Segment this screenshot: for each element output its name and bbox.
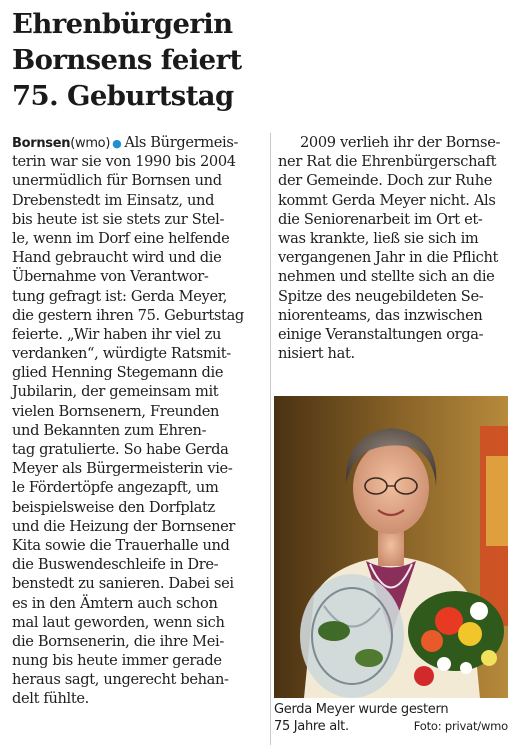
headline-line: Bornsens feiert (12, 44, 242, 76)
article-line: vergangenen Jahr in die Pflicht (278, 249, 499, 267)
article-line: Übernahme von Verantwor- (12, 268, 209, 286)
caption-line: 75 Jahre alt. (274, 719, 349, 734)
article-line: es in den Ämtern auch schon (12, 594, 218, 612)
article-line: und die Heizung der Bornsener (12, 517, 236, 535)
article-line: beispielsweise den Dorfplatz (12, 498, 215, 516)
article-line: bis heute ist sie stets zur Stel- (12, 210, 225, 228)
article-line: tung gefragt ist: Gerda Meyer, (12, 287, 228, 305)
article-line: die Seniorenarbeit im Ort et- (278, 210, 483, 228)
photo-illustration (274, 396, 508, 698)
article-line: Jubilarin, der gemeinsam mit (12, 383, 219, 401)
article-line: vielen Bornsenern, Freunden (12, 402, 220, 420)
article-line: Kita sowie die Trauerhalle und (12, 536, 230, 554)
article-line: le Fördertöpfe angezapft, um (12, 479, 219, 497)
article-line: mal laut geworden, wenn sich (12, 613, 225, 631)
article-line: verdanken“, würdigte Ratsmit- (12, 345, 231, 363)
headline-line: Ehrenbürgerin (12, 8, 233, 40)
article-line: die Buswendeschleife in Dre- (12, 556, 219, 574)
article-line: was krankte, ließ sie sich im (278, 229, 479, 247)
article-line: tag gratulierte. So habe Gerda (12, 441, 229, 458)
article-line: Hand gebraucht wird und die (12, 249, 222, 267)
dateline: Bornsen (12, 136, 71, 151)
article-line: einige Veranstaltungen orga- (278, 325, 484, 343)
article-line: die Bornsenerin, die ihre Mei- (12, 632, 224, 650)
article-line: 2009 verlieh ihr der Bornse- (300, 134, 501, 151)
photo-credit: Foto: privat/wmo (413, 719, 508, 733)
bullet-dot-icon: ● (112, 137, 122, 150)
article-line: feierte. „Wir haben ihr viel zu (12, 325, 222, 343)
article-line: delt fühlte. (12, 690, 89, 708)
article-line: heraus sagt, ungerecht behan- (12, 671, 229, 689)
article-line: glied Henning Stegemann die (12, 364, 224, 382)
article-line: und Bekannten zum Ehren- (12, 421, 207, 439)
article-line: nisiert hat. (278, 345, 355, 363)
article-line: kommt Gerda Meyer nicht. Als (278, 191, 496, 209)
article-line: unermüdlich für Bornsen und (12, 172, 222, 190)
article-line: Als Bürgermeis- (124, 134, 239, 151)
column-divider (270, 133, 271, 745)
article-line: nung bis heute immer gerade (12, 652, 222, 670)
article-line: nehmen und stellte sich an die (278, 268, 495, 286)
article-column-left (12, 133, 262, 709)
article-line: Meyer als Bürgermeisterin vie- (12, 460, 233, 478)
caption-line: Gerda Meyer wurde gestern (274, 702, 449, 717)
article-line: ner Rat die Ehrenbürgerschaft (278, 153, 497, 171)
article-line: niorenteams, das inzwischen (278, 306, 483, 324)
headline-line: 75. Geburtstag (12, 80, 234, 112)
article-line: die gestern ihren 75. Geburtstag (12, 306, 244, 324)
article-line: le, wenn im Dorf eine helfende (12, 229, 230, 247)
article-line: benstedt zu sanieren. Dabei sei (12, 575, 234, 593)
agency-tag: (wmo) (70, 136, 111, 151)
headline (12, 6, 502, 114)
article-line: Drebenstedt im Einsatz, und (12, 191, 215, 209)
article-line: terin war sie von 1990 bis 2004 (12, 153, 236, 171)
article-column-right (278, 133, 508, 363)
portrait-photo (274, 396, 508, 698)
article-line: Spitze des neugebildeten Se- (278, 287, 484, 305)
article-line: der Gemeinde. Doch zur Ruhe (278, 172, 493, 190)
article-first-line (12, 133, 262, 152)
